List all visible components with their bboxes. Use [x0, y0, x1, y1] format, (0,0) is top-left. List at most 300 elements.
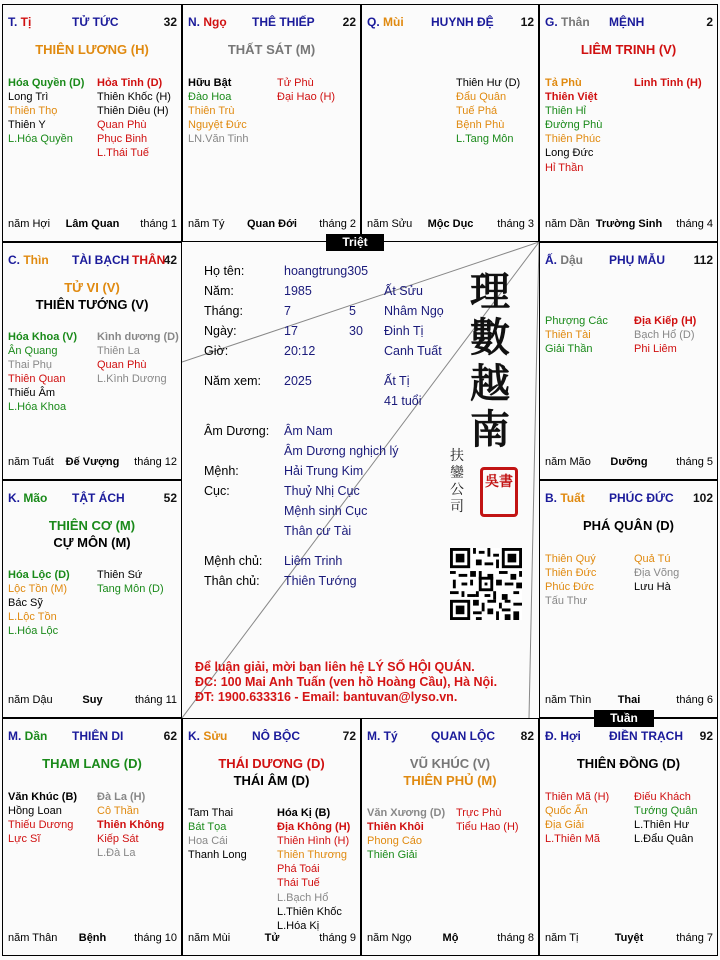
right-stars-column: [97, 790, 164, 860]
left-stars-column: [367, 806, 445, 862]
name-value: hoangtrung305: [284, 264, 369, 278]
palace-name: TÀI BẠCH: [72, 253, 130, 267]
year-canchi: Ất Sửu: [384, 284, 423, 298]
minor-star: L.Thái Tuế: [97, 147, 149, 160]
palace-month: tháng 9: [319, 932, 356, 944]
minor-star: Đẩu Quân: [456, 91, 507, 104]
minor-star: Thiên Hình (H): [277, 835, 350, 848]
palace-month: tháng 10: [134, 932, 177, 944]
right-stars-column: [277, 806, 350, 933]
left-stars-column: [545, 552, 596, 608]
minor-star: L.Lộc Tồn: [8, 611, 57, 624]
main-star: LIÊM TRINH (V): [580, 42, 677, 57]
main-star: PHÁ QUÂN (D): [583, 518, 674, 533]
palace-cell: [539, 718, 718, 956]
palace-cell: [361, 4, 539, 242]
palace-stage: Mộc Dục: [427, 218, 474, 230]
minor-star: Địa Giải: [545, 819, 585, 832]
minor-star: Quốc Ấn: [545, 805, 588, 818]
palace-header: [545, 491, 713, 505]
minor-star: Văn Xương (D): [367, 807, 446, 819]
year-label: Năm:: [204, 284, 234, 298]
left-stars-column: [8, 76, 84, 146]
minor-star: Lưu Hà: [634, 581, 671, 594]
right-stars-column: [634, 790, 698, 846]
minor-star: Văn Khúc (B): [8, 791, 78, 803]
palace-can: Đ.: [545, 729, 557, 743]
minor-star: L.Thiên Khốc: [277, 905, 342, 918]
palace-footer: [545, 218, 713, 231]
palace-header: [8, 253, 177, 267]
palace-age: 52: [163, 491, 177, 505]
palace-cell: [539, 4, 718, 242]
day-value: 17: [284, 324, 298, 338]
minor-star: Thiên Khốc (H): [97, 91, 171, 104]
minor-star: Phong Cáo: [367, 835, 423, 848]
than-cu: Thân cư Tài: [284, 524, 352, 538]
palace-name: QUAN LỘC: [431, 729, 495, 743]
minor-star: L.Bạch Hổ: [277, 891, 329, 904]
palace-age: 2: [706, 15, 713, 29]
palace-age: 82: [520, 729, 534, 743]
right-stars-column: [97, 568, 164, 596]
palace-month: tháng 7: [676, 932, 713, 944]
main-star: THIÊN TƯỚNG (V): [35, 297, 149, 312]
palace-chi: Tý: [380, 729, 398, 743]
minor-star: L.Hóa Quyền: [8, 133, 73, 146]
minor-star: Tang Môn (D): [97, 583, 164, 596]
minor-star: Kình dương (D): [97, 331, 179, 343]
minor-star: Đại Hao (H): [277, 91, 336, 104]
minor-star: Lực Sĩ: [8, 833, 41, 846]
palace-header: [8, 729, 177, 743]
cuc-value: Thuỷ Nhị Cục: [284, 484, 360, 498]
palace-can: M.: [367, 729, 381, 743]
minor-star: Phục Binh: [97, 133, 148, 146]
main-star: THIÊN LƯƠNG (H): [35, 42, 149, 57]
palace-can: K.: [188, 729, 200, 743]
minor-star: Ân Quang: [8, 345, 58, 358]
right-stars-column: [634, 552, 679, 594]
palace-footer: [545, 694, 713, 707]
palace-age: 102: [692, 491, 713, 505]
minor-star: L.Kình Dương: [97, 373, 167, 386]
minor-star: Thanh Long: [188, 849, 247, 862]
palace-year: năm Dậu: [8, 694, 53, 706]
minor-star: Thiên Đức: [545, 567, 597, 580]
view-year-value: 2025: [284, 374, 312, 388]
minor-star: Địa Không (H): [277, 821, 351, 834]
calligraphy-char: 數: [470, 314, 510, 361]
palace-month: tháng 8: [497, 932, 534, 944]
menh-chu-label: Mệnh chủ:: [204, 554, 263, 568]
menh-label: Mệnh:: [204, 464, 239, 478]
minor-star: L.Thiên Mã: [545, 833, 601, 846]
palace-month: tháng 3: [497, 218, 534, 230]
minor-star: Hóa Khoa (V): [8, 331, 78, 343]
triet-tag: Triệt: [326, 234, 384, 251]
palace-chi: Dần: [21, 729, 48, 743]
hour-canchi: Canh Tuất: [384, 344, 442, 358]
left-stars-column: [8, 790, 77, 846]
palace-year: năm Thìn: [545, 694, 592, 706]
palace-footer: [8, 456, 177, 469]
minor-star: Thai Phụ: [8, 359, 53, 372]
palace-can: T.: [8, 15, 18, 29]
minor-star: Thiên Sứ: [97, 569, 143, 581]
left-stars-column: [188, 806, 247, 862]
palace-chi: Hợi: [557, 729, 581, 743]
palace-name: TỬ TỨC: [72, 15, 119, 29]
cuc-relation: Mệnh sinh Cục: [284, 504, 368, 518]
palace-chi: Sửu: [200, 729, 228, 743]
hour-label: Giờ:: [204, 344, 229, 358]
amduong-label: Âm Dương:: [204, 424, 270, 438]
palace-year: năm Ngọ: [367, 932, 412, 944]
main-star: THIÊN PHỦ (M): [403, 773, 497, 788]
minor-star: Quả Tú: [634, 553, 671, 565]
minor-star: Tiểu Hao (H): [456, 821, 519, 834]
minor-star: Thiên Mã (H): [545, 791, 610, 803]
minor-star: L.Tang Môn: [456, 133, 514, 146]
palace-header: [545, 729, 713, 743]
palace-year: năm Thân: [8, 932, 58, 944]
tuan-tag: Tuần: [594, 710, 654, 727]
palace-can: Ấ.: [545, 253, 557, 267]
minor-star: Quan Phù: [97, 359, 147, 372]
palace-chi: Thìn: [20, 253, 49, 267]
right-stars-column: [97, 330, 179, 386]
palace-cell: [539, 242, 718, 480]
minor-star: Tướng Quân: [634, 805, 698, 818]
palace-name: TẬT ÁCH: [72, 491, 125, 505]
palace-stage: Tử: [264, 932, 280, 944]
minor-star: Tam Thai: [188, 807, 234, 819]
minor-star: Hóa Lộc (D): [8, 569, 70, 581]
minor-star: Tấu Thư: [545, 595, 588, 608]
minor-star: Thiếu Âm: [8, 387, 56, 400]
minor-star: Đào Hoa: [188, 91, 232, 104]
minor-star: Địa Kiếp (H): [634, 315, 697, 327]
minor-star: Hỏa Tinh (D): [97, 77, 163, 89]
minor-star: Bệnh Phù: [456, 119, 505, 132]
minor-star: Hóa Kị (B): [277, 807, 331, 819]
minor-star: L.Hóa Khoa: [8, 401, 67, 414]
minor-star: Thiên Quý: [545, 553, 596, 565]
minor-star: Lộc Tồn (M): [8, 583, 68, 596]
palace-chi: Ngọ: [200, 15, 227, 29]
minor-star: Hỉ Thần: [545, 161, 584, 174]
palace-can: M.: [8, 729, 22, 743]
palace-cell: [2, 242, 182, 480]
palace-stage: Quan Đới: [247, 218, 297, 230]
palace-header: [367, 729, 534, 743]
minor-star: Long Đức: [545, 147, 594, 160]
palace-year: năm Mão: [545, 456, 591, 468]
minor-star: Tử Phù: [277, 77, 314, 89]
right-stars-column: [456, 806, 519, 834]
palace-chi: Dậu: [557, 253, 584, 267]
menh-chu-value: Liêm Trinh: [284, 554, 343, 568]
palace-header: [367, 15, 534, 29]
palace-stage: Bệnh: [78, 932, 107, 944]
minor-star: Thiên Hỉ: [545, 105, 586, 118]
palace-year: năm Tị: [545, 932, 579, 944]
palace-age: 32: [163, 15, 177, 29]
palace-header: [8, 15, 177, 29]
minor-star: Bạch Hổ (D): [634, 329, 695, 342]
minor-star: Long Trì: [8, 91, 49, 104]
palace-can: C.: [8, 253, 20, 267]
minor-star: Kiếp Sát: [97, 833, 139, 846]
palace-footer: [188, 932, 356, 945]
palace-year: năm Hợi: [8, 218, 51, 230]
palace-footer: [8, 932, 177, 945]
menh-value: Hải Trung Kim: [284, 464, 364, 478]
palace-name: PHÚC ĐỨC: [609, 491, 674, 505]
than-chu-value: Thiên Tướng: [284, 574, 357, 588]
minor-star: Bát Tọa: [188, 821, 227, 834]
minor-star: Thái Tuế: [277, 877, 320, 890]
month-lunar: 5: [349, 304, 356, 318]
than-marker: THÂN: [132, 253, 166, 267]
minor-star: Cô Thần: [97, 805, 139, 818]
palace-footer: [545, 456, 713, 469]
minor-star: LN.Văn Tinh: [188, 133, 249, 146]
main-star: THÁI ÂM (D): [233, 773, 310, 788]
palace-name: THÊ THIẾP: [252, 15, 315, 29]
palace-can: K.: [8, 491, 20, 505]
hour-value: 20:12: [284, 344, 316, 358]
cuc-label: Cục:: [204, 484, 230, 498]
minor-star: Bác Sỹ: [8, 597, 43, 610]
palace-stage: Suy: [82, 694, 103, 706]
contact-line: Để luận giải, mời bạn liên hệ LÝ SỐ HỘI QUÁN.: [195, 660, 475, 674]
minor-star: Thiên La: [97, 345, 140, 358]
palace-stage: Mộ: [442, 932, 459, 944]
minor-star: Thiên Tài: [545, 329, 591, 342]
minor-star: Thiên Phúc: [545, 133, 601, 146]
palace-footer: [367, 932, 534, 945]
palace-header: [545, 15, 713, 29]
name-label: Họ tên:: [204, 264, 245, 278]
minor-star: Hóa Quyền (D): [8, 77, 85, 89]
minor-star: L.Đà La: [97, 847, 136, 860]
palace-can: N.: [188, 15, 200, 29]
palace-year: năm Dần: [545, 218, 590, 230]
main-star: THIÊN CƠ (M): [48, 518, 136, 533]
palace-stage: Thai: [617, 694, 641, 706]
minor-star: L.Đẩu Quân: [634, 833, 694, 846]
minor-star: Thiên Diêu (H): [97, 105, 169, 118]
palace-header: [545, 253, 713, 267]
palace-chi: Tuất: [557, 491, 585, 505]
calligraphy-char: 南: [470, 406, 510, 453]
left-stars-column: [188, 76, 249, 146]
palace-month: tháng 6: [676, 694, 713, 706]
calligraphy-small: 扶鑾公司: [450, 448, 464, 515]
view-year-canchi: Ất Tị: [384, 374, 410, 388]
palace-can: Q.: [367, 15, 380, 29]
palace-name: MỆNH: [609, 15, 645, 29]
month-value: 7: [284, 304, 291, 318]
palace-footer: [188, 218, 356, 231]
palace-stage: Lâm Quan: [65, 218, 120, 230]
palace-age: 72: [342, 729, 356, 743]
minor-star: Linh Tinh (H): [634, 77, 702, 89]
palace-stage: Dưỡng: [610, 456, 648, 468]
minor-star: L.Thiên Hư: [634, 819, 690, 832]
palace-chi: Tị: [17, 15, 32, 29]
main-star: THIÊN ĐỒNG (D): [576, 756, 681, 771]
main-star: VŨ KHÚC (V): [409, 756, 491, 771]
calligraphy-char: 理: [470, 268, 510, 315]
contact-address: ĐC: 100 Mai Anh Tuấn (ven hồ Hoàng Cầu), Hà Nội.: [195, 675, 498, 689]
minor-star: Thiên Giải: [367, 849, 418, 862]
qr-code-icon[interactable]: [450, 548, 522, 620]
palace-footer: [367, 218, 534, 231]
day-canchi: Đinh Tị: [384, 324, 424, 338]
palace-age: 112: [693, 253, 713, 267]
minor-star: Hoa Cái: [188, 835, 228, 848]
minor-star: Thiên Không: [97, 819, 165, 832]
palace-year: năm Sửu: [367, 218, 413, 230]
minor-star: Điếu Khách: [634, 791, 691, 803]
palace-header: [188, 729, 356, 743]
palace-month: tháng 12: [134, 456, 177, 468]
palace-name: NÔ BỘC: [252, 729, 300, 743]
palace-footer: [545, 932, 713, 945]
palace-stage: Tuyệt: [614, 932, 644, 944]
left-stars-column: [8, 330, 77, 415]
palace-chi: Mão: [20, 491, 48, 505]
right-stars-column: [634, 76, 702, 90]
minor-star: Thiên Trù: [188, 105, 235, 118]
left-stars-column: [545, 76, 602, 175]
minor-star: Đà La (H): [97, 791, 146, 803]
minor-star: L.Hóa Kị: [277, 919, 320, 932]
minor-star: Thiên Hư (D): [456, 77, 521, 89]
main-star: THÁI DƯƠNG (D): [218, 756, 325, 771]
minor-star: Thiên Việt: [545, 91, 598, 104]
contact-phone-email[interactable]: ĐT: 1900.633316 - Email: bantuvan@lyso.vn.: [195, 690, 458, 704]
palace-age: 12: [520, 15, 534, 29]
palace-cell: [182, 718, 361, 956]
month-label: Tháng:: [204, 304, 243, 318]
minor-star: Hồng Loan: [8, 805, 62, 818]
minor-star: L.Hóa Lộc: [8, 625, 59, 638]
minor-star: Thiên Quan: [8, 373, 66, 386]
day-lunar: 30: [349, 324, 363, 338]
red-seal-stamp: 吳書: [480, 467, 518, 517]
palace-name: ĐIỀN TRẠCH: [609, 729, 683, 743]
than-chu-label: Thân chủ:: [204, 574, 260, 588]
palace-header: [188, 15, 356, 29]
minor-star: Giải Thần: [545, 343, 593, 356]
palace-month: tháng 1: [140, 218, 177, 230]
palace-month: tháng 2: [319, 218, 356, 230]
minor-star: Thiên Thương: [277, 849, 348, 862]
palace-cell: [2, 4, 182, 242]
palace-footer: [8, 694, 177, 707]
day-label: Ngày:: [204, 324, 237, 338]
right-stars-column: [634, 314, 696, 356]
main-star: THẤT SÁT (M): [227, 42, 316, 57]
minor-star: Trực Phù: [456, 807, 502, 819]
left-stars-column: [8, 568, 70, 638]
palace-stage: Đế Vượng: [65, 456, 120, 468]
main-star: CỰ MÔN (M): [53, 535, 131, 550]
palace-stage: Trường Sinh: [595, 218, 663, 230]
palace-cell: [361, 718, 539, 956]
palace-month: tháng 4: [676, 218, 713, 230]
view-year-label: Năm xem:: [204, 374, 261, 388]
palace-age: 62: [163, 729, 177, 743]
right-stars-column: [456, 76, 520, 146]
palace-age: 92: [699, 729, 713, 743]
month-canchi: Nhâm Ngọ: [384, 304, 444, 318]
minor-star: Thiên Y: [8, 119, 46, 132]
palace-year: năm Tuất: [8, 456, 54, 468]
palace-age: 22: [342, 15, 356, 29]
palace-chi: Thân: [557, 15, 590, 29]
palace-year: năm Mùi: [188, 932, 231, 944]
minor-star: Phượng Các: [545, 315, 608, 327]
minor-star: Tuế Phá: [456, 105, 498, 118]
palace-cell: [2, 480, 182, 718]
palace-name: PHỤ MẪU: [609, 253, 665, 267]
palace-month: tháng 5: [676, 456, 713, 468]
left-stars-column: [545, 790, 609, 846]
left-stars-column: [545, 314, 608, 356]
palace-header: [8, 491, 177, 505]
age-value: 41 tuổi: [384, 394, 422, 408]
palace-name: HUYNH ĐỆ: [431, 15, 494, 29]
palace-can: G.: [545, 15, 558, 29]
palace-cell: [539, 480, 718, 718]
minor-star: Địa Võng: [634, 567, 680, 580]
minor-star: Thiên Khôi: [367, 821, 424, 834]
palace-age: 42: [163, 253, 177, 267]
palace-cell: [182, 4, 361, 242]
palace-footer: [8, 218, 177, 231]
palace-year: năm Tý: [188, 218, 225, 230]
main-star: THAM LANG (D): [42, 756, 142, 771]
minor-star: Phá Toái: [277, 863, 320, 876]
calligraphy-char: 越: [470, 360, 510, 407]
minor-star: Quan Phù: [97, 119, 147, 132]
amduong-note: Âm Dương nghịch lý: [284, 444, 399, 458]
minor-star: Hữu Bật: [188, 77, 232, 89]
minor-star: Thiên Thọ: [8, 105, 58, 118]
minor-star: Nguyệt Đức: [188, 119, 247, 132]
right-stars-column: [97, 76, 171, 161]
minor-star: Phúc Đức: [545, 581, 594, 594]
year-value: 1985: [284, 284, 312, 298]
palace-cell: [2, 718, 182, 956]
right-stars-column: [277, 76, 335, 104]
main-star: TỬ VI (V): [64, 280, 120, 295]
minor-star: Thiếu Dương: [8, 819, 74, 832]
palace-name: THIÊN DI: [72, 729, 124, 743]
palace-chi: Mùi: [379, 15, 404, 29]
minor-star: Tả Phù: [545, 77, 582, 89]
palace-can: B.: [545, 491, 557, 505]
minor-star: Phi Liêm: [634, 343, 677, 356]
amduong-value: Âm Nam: [284, 424, 333, 438]
palace-month: tháng 11: [134, 694, 177, 706]
minor-star: Đường Phù: [545, 119, 603, 132]
